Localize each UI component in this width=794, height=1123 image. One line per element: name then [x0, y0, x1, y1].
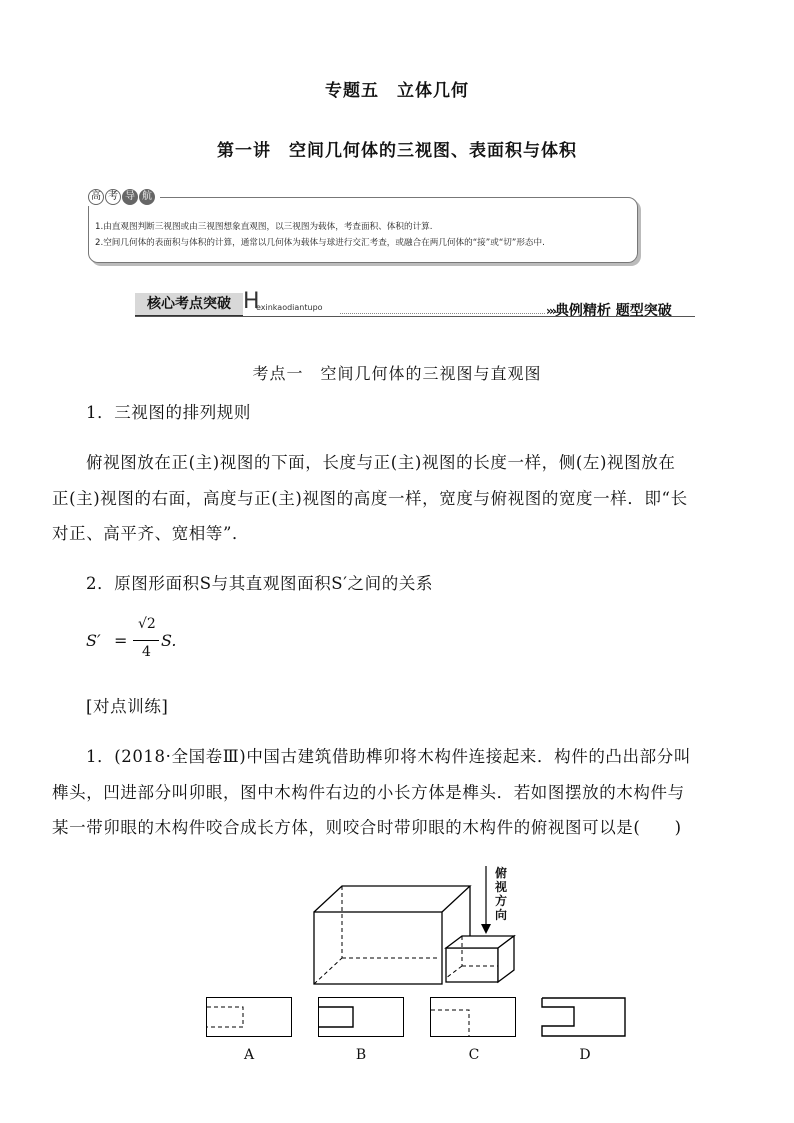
formula-rhs: S.	[161, 631, 177, 650]
option-a-view[interactable]	[206, 997, 292, 1037]
guide-tag-char: 航	[139, 189, 155, 205]
practice-heading: [对点训练]	[86, 697, 169, 716]
formula-lhs: S′	[86, 631, 101, 650]
formula-denominator: 4	[142, 644, 151, 660]
option-d-drawing	[541, 997, 627, 1037]
lecture-title: 第一讲 空间几何体的三视图、表面积与体积	[217, 141, 577, 161]
exam-guide-tag	[88, 188, 160, 206]
paragraph-line: 俯视图放在正(主)视图的下面，长度与正(主)视图的长度一样，侧(左)视图放在	[86, 453, 676, 472]
view-direction-label	[495, 866, 511, 922]
section-right-text	[546, 300, 672, 320]
section-underline	[135, 316, 695, 317]
paragraph-line: 对正、高平齐、宽相等”．	[52, 524, 250, 543]
formula-eq: =	[114, 631, 128, 650]
guide-line-1: 1.由直观图判断三视图或由三视图想象直观图，以三视图为载体，考查面积、体积的计算.	[95, 222, 433, 232]
option-a-label: A	[243, 1047, 255, 1063]
formula-numerator: √2	[138, 616, 156, 632]
option-d-view[interactable]	[541, 997, 625, 1035]
section-arrows: ›››	[546, 304, 555, 318]
section-dotted-rule	[340, 313, 545, 314]
section-label: 核心考点突破	[135, 293, 243, 317]
option-d-label: D	[579, 1047, 591, 1063]
heading-rules: 1．三视图的排列规则	[86, 403, 251, 422]
guide-tag-char: 导	[122, 189, 138, 205]
big-box-top	[314, 886, 470, 912]
kaodian-title: 考点一 空间几何体的三视图与直观图	[252, 364, 542, 383]
big-box-front	[314, 912, 442, 984]
fraction-bar	[133, 640, 159, 641]
guide-line-2: 2.空间几何体的表面积与体积的计算，通常以几何体为载体与球进行交汇考查，或融合在两几何体的“接”或“切”形态中.	[95, 238, 545, 248]
option-b-drawing	[319, 998, 403, 1036]
direction-char: 向	[495, 908, 508, 922]
option-a-drawing	[207, 998, 291, 1036]
direction-char: 方	[495, 894, 508, 908]
question-line: 某一带卯眼的木构件咬合成长方体，则咬合时带卯眼的木构件的俯视图可以是( )	[52, 818, 682, 837]
question-line: 1．(2018·全国卷Ⅲ)中国古建筑借助榫卯将木构件连接起来．构件的凸出部分叫	[86, 747, 691, 766]
direction-char: 俯	[495, 866, 508, 880]
option-c-view[interactable]	[430, 997, 516, 1037]
section-pinyin: exinkaodiantupo	[256, 303, 323, 312]
section-big-letter: H	[243, 289, 260, 314]
question-line: 榫头，凹进部分叫卯眼，图中木构件右边的小长方体是榫头．若如图摆放的木构件与	[52, 783, 685, 802]
section-right-label: 典例精析 题型突破	[554, 303, 672, 319]
option-c-drawing	[431, 998, 515, 1036]
guide-tag-char: 高	[88, 189, 104, 205]
paragraph-line: 正(主)视图的右面，高度与正(主)视图的高度一样，宽度与俯视图的宽度一样．即“长	[52, 489, 688, 508]
option-b-label: B	[355, 1047, 367, 1063]
view-direction-arrow	[481, 866, 491, 934]
option-c-label: C	[468, 1047, 480, 1063]
hidden-edge	[314, 958, 342, 984]
guide-tag-char: 考	[105, 189, 121, 205]
tenon-front	[446, 948, 498, 982]
topic-title: 专题五 立体几何	[325, 81, 469, 101]
option-b-view[interactable]	[318, 997, 404, 1037]
direction-char: 视	[495, 880, 508, 894]
heading-area-relation: 2．原图形面积S与其直观图面积S′之间的关系	[86, 574, 434, 593]
